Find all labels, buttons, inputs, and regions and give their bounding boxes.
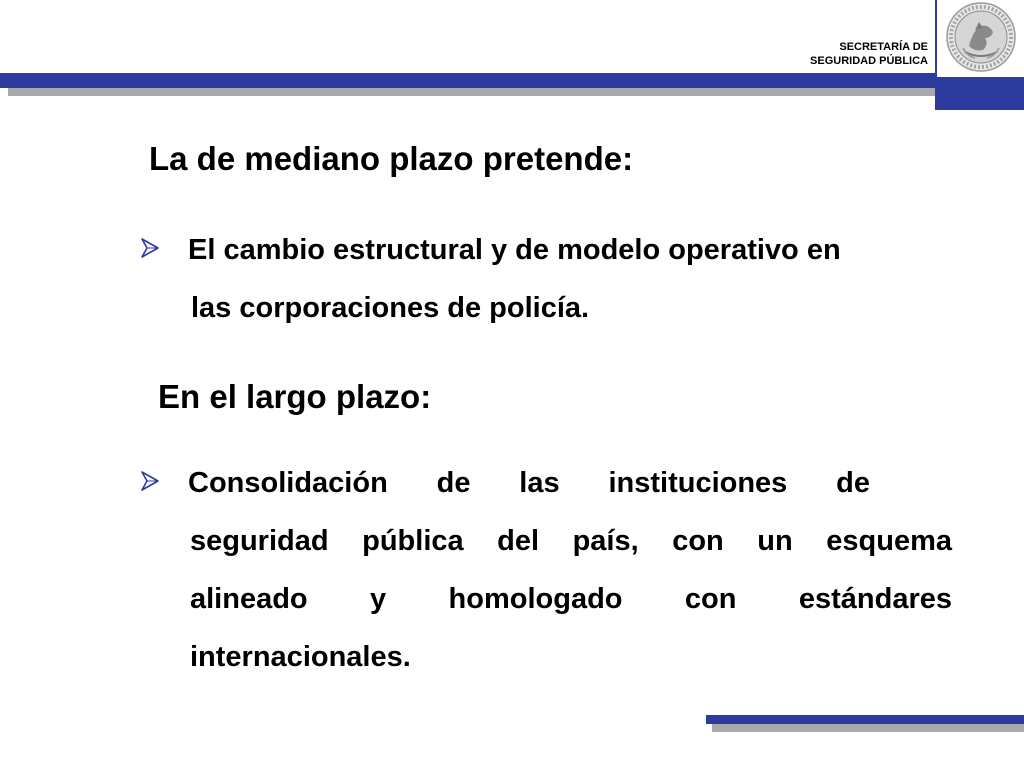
footer-gray-bar <box>712 724 1024 732</box>
bullet-long-term-line4: internacionales. <box>190 641 411 673</box>
bullet-long-term-line1: Consolidación de las instituciones de <box>188 467 870 499</box>
section-heading-long-term: En el largo plazo: <box>158 378 432 415</box>
bullet-medium-term <box>188 221 958 337</box>
header-gray-bar <box>8 88 935 96</box>
bullet-long-term <box>188 454 952 686</box>
agency-name-line2: SEGURIDAD PÚBLICA <box>810 54 928 67</box>
arrow-bullet-icon <box>140 237 160 259</box>
logo-panel <box>935 0 1024 110</box>
bullet-medium-term-line1: El cambio estructural y de modelo operativo en <box>188 234 841 266</box>
bullet-long-term-line3: alineado y homologado con estándares <box>190 583 952 615</box>
logo-background <box>937 0 1024 77</box>
coat-of-arms-seal-icon <box>945 0 1017 74</box>
section-heading-medium-term: La de mediano plazo pretende: <box>149 140 634 177</box>
bullet-medium-term-line2: las corporaciones de policía. <box>191 292 590 324</box>
footer-blue-bar <box>706 715 1024 724</box>
bullet-long-term-line2: seguridad pública del país, con un esquema <box>190 525 952 557</box>
header-blue-bar <box>0 73 935 88</box>
arrow-bullet-icon <box>140 470 160 492</box>
agency-name-line1: SECRETARÍA DE <box>839 41 928 53</box>
agency-name <box>810 41 928 68</box>
